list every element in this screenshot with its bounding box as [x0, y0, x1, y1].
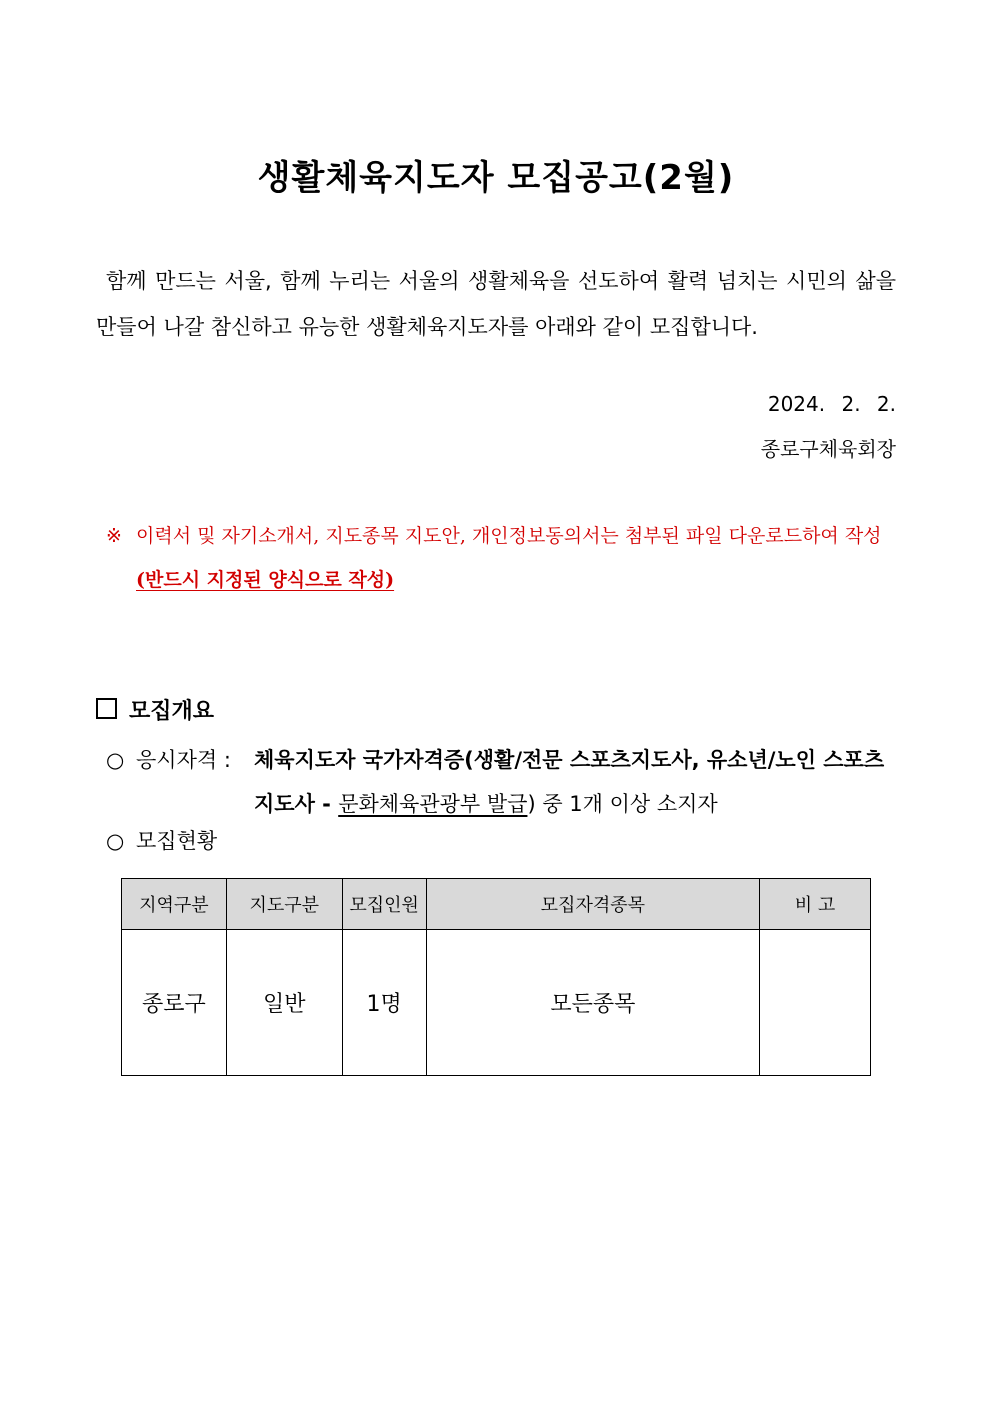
status-item	[106, 825, 217, 855]
cell-sport-category: 모든종목	[426, 930, 760, 1076]
intro-paragraph: 함께 만드는 서울, 함께 누리는 서울의 생활체육을 선도하여 활력 넘치는 시민의 삶을 만들어 나갈 참신하고 유능한 생활체육지도자를 아래와 같이 모집합니다.	[96, 269, 896, 339]
header-remarks: 비 고	[760, 879, 871, 930]
qualification-rest-text: ) 중 1개 이상 소지자	[527, 792, 718, 816]
recruitment-table	[121, 878, 871, 1076]
header-region: 지역구분	[122, 879, 227, 930]
attachment-notice	[106, 514, 896, 602]
qualification-issuer-link-text: 문화체육관광부 발급	[338, 792, 528, 816]
header-sport-category: 모집자격종목	[426, 879, 760, 930]
table-row	[122, 930, 871, 1076]
reference-mark-icon: ※	[106, 525, 122, 547]
header-guidance-type: 지도구분	[226, 879, 342, 930]
section-heading	[96, 694, 214, 725]
issuer-name: 종로구체육회장	[760, 437, 896, 461]
notice-emphasis: (반드시 지정된 양식으로 작성)	[136, 569, 395, 591]
cell-headcount: 1명	[342, 930, 426, 1076]
circle-bullet-icon: ○	[106, 748, 125, 772]
table-header-row	[122, 879, 871, 930]
cell-guidance-type: 일반	[226, 930, 342, 1076]
circle-bullet-icon: ○	[106, 829, 125, 853]
notice-text: 이력서 및 자기소개서, 지도종목 지도안, 개인정보동의서는 첨부된 파일 다운로드하여 작성	[136, 525, 882, 547]
cell-remarks	[760, 930, 871, 1076]
checkbox-square-icon	[96, 698, 117, 719]
qualification-bold-text: 체육지도자 국가자격증(생활/전문 스포츠지도사, 유소년/노인 스포츠지도사 -	[254, 748, 885, 816]
status-label: 모집현황	[136, 829, 218, 853]
cell-region: 종로구	[122, 930, 227, 1076]
qualification-value	[254, 738, 896, 826]
qualification-label: 응시자격 :	[136, 748, 231, 772]
page-title: 생활체육지도자 모집공고(2월)	[257, 158, 735, 198]
header-headcount: 모집인원	[342, 879, 426, 930]
qualification-item	[106, 738, 896, 826]
section-title: 모집개요	[129, 699, 215, 724]
announcement-date: 2024. 2. 2.	[767, 392, 896, 416]
